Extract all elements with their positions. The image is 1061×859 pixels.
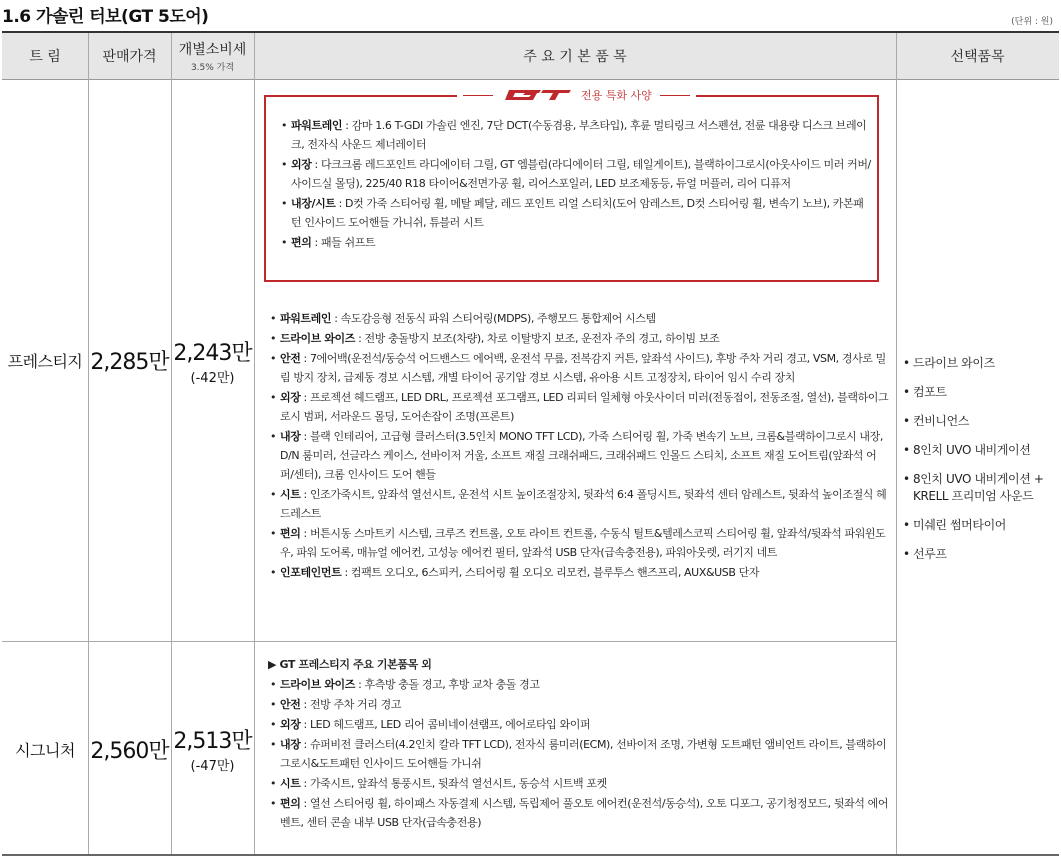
gt-header-line	[463, 95, 493, 96]
list-item: • 드라이브 와이즈 : 후측방 충돌 경고, 후방 교차 충돌 경고	[270, 678, 540, 691]
trim-name: 프레스티지	[7, 352, 83, 371]
signature-lead: ▶ GT 프레스티지 주요 기본품목 외	[268, 658, 432, 671]
list-item: • 내장 : 슈퍼비전 클러스터(4.2인치 칼라 TFT LCD), 전자식 룸미러(ECM), 선바이저 조명, 가변형 도트패턴 앰비언트 라이트, 블랙하이그로시&도트패턴 인사이드 도어핸들 가니쉬	[270, 738, 887, 770]
option-item: • 드라이브 와이즈	[903, 356, 995, 370]
tax-diff: (-42만)	[190, 370, 235, 386]
list-item: • 시트 : 인조가죽시트, 앞좌석 열선시트, 운전석 시트 높이조절장치, 뒷좌석 6:4 폴딩시트, 뒷좌석 센터 암레스트, 뒷좌석 높이조절식 헤드레스트	[270, 488, 887, 520]
list-item: • 편의 : 패들 쉬프트	[281, 236, 376, 249]
sale-price: 2,285만	[90, 350, 169, 375]
list-item: • 인포테인먼트 : 컴팩트 오디오, 6스피커, 스티어링 휠 오디오 리모컨, 블루투스 핸즈프리, AUX&USB 단자	[270, 566, 760, 579]
prestige-basic-items	[264, 309, 889, 583]
gt-special-items	[275, 116, 871, 253]
option-item: • 선루프	[903, 547, 947, 561]
col-divider	[254, 33, 255, 854]
option-item: • 8인치 UVO 내비게이션 + KRELL 프리미엄 사운드	[903, 472, 1044, 503]
list-item: • 파워트레인 : 속도감응형 전동식 파워 스티어링(MDPS), 주행모드 통합제어 시스템	[270, 312, 656, 325]
tax-price-cell	[171, 80, 254, 641]
header-trim: 트 림	[2, 33, 88, 80]
trim-name: 시그니처	[15, 740, 75, 760]
sale-price: 2,560만	[90, 738, 169, 764]
options-list	[903, 355, 1053, 575]
gt-special-label: 전용 특화 사양	[581, 89, 652, 102]
list-item: • 내장 : 블랙 인테리어, 고급형 클러스터(3.5인치 MONO TFT LCD), 가죽 스티어링 휠, 가죽 변속기 노브, 크롬&블랙하이그로시 내장, D/N 룸미러, 선글라스 케이스, 선바이저 거울, 소프트 재질 크래쉬패드, 크래쉬패드 인몰드 스티치, 소프트 재질 도어트림(앞좌석 어퍼/센터), 크롬 인사이드 도어 핸들	[270, 430, 883, 481]
unit-note: (단위 : 원)	[1011, 17, 1053, 27]
list-item: • 편의 : 버튼시동 스마트키 시스템, 크루즈 컨트롤, 오토 라이트 컨트롤, 수동식 틸트&텔레스코픽 스티어링 휠, 앞좌석/뒷좌석 파워윈도우, 파워 도어록, 매뉴얼 에어컨, 고성능 에어컨 필터, 앞좌석 USB 단자(급속충전용), 파워아웃렛, 러기지 네트	[270, 527, 886, 559]
header-basic-items: 주 요 기 본 품 목	[254, 33, 896, 80]
option-item: • 8인치 UVO 내비게이션	[903, 443, 1031, 457]
gt-header-line	[660, 95, 690, 96]
header-tax: 개별소비세 3.5% 가격	[171, 33, 254, 80]
list-item: • 안전 : 전방 주차 거리 경고	[270, 698, 402, 711]
list-item: • 외장 : LED 헤드램프, LED 리어 콤비네이션램프, 에어로타입 와이퍼	[270, 718, 591, 731]
list-item: • 외장 : 프로젝션 헤드램프, LED DRL, 프로젝션 포그램프, LED 리피터 일체형 아웃사이더 미러(전동접이, 전동조절, 열선), 블랙하이그로시 범퍼, 서라운드 몰딩, 도어손잡이 조명(프론트)	[270, 391, 889, 423]
gt-logo	[501, 88, 573, 102]
gt-special-header	[457, 86, 696, 104]
tax-price-cell	[171, 642, 254, 856]
option-item: • 컨비니언스	[903, 414, 969, 428]
list-item: • 시트 : 가죽시트, 앞좌석 통풍시트, 뒷좌석 열선시트, 동승석 시트백 포켓	[270, 777, 607, 790]
list-item: • 내장/시트 : D컷 가죽 스티어링 휠, 메탈 페달, 레드 포인트 리얼 스티치(도어 암레스트, D컷 스티어링 휠, 변속기 노브), 카본패턴 인사이드 도어핸들 가니쉬, 튜블러 시트	[281, 197, 864, 229]
page-title: 1.6 가솔린 터보(GT 5도어)	[2, 7, 209, 27]
col-divider	[896, 33, 897, 854]
list-item: • 드라이브 와이즈 : 전방 충돌방지 보조(차량), 차로 이탈방지 보조, 운전자 주의 경고, 하이빔 보조	[270, 332, 720, 345]
list-item: • 안전 : 7에어백(운전석/동승석 어드밴스드 에어백, 운전석 무릎, 전복감지 커튼, 앞좌석 사이드), 후방 주차 거리 경고, VSM, 경사로 밀림 방지 장치, 급제동 경보 시스템, 개별 타이어 공기압 경보 시스템, 유아용 시트 고정장치, 타이어 임시 수리 장치	[270, 352, 886, 384]
list-item: • 편의 : 열선 스티어링 휠, 하이패스 자동결제 시스템, 독립제어 풀오토 에어컨(운전석/동승석), 오토 디포그, 공기청정모드, 뒷좌석 에어벤트, 센터 콘솔 내부 USB 단자(급속충전용)	[270, 797, 889, 829]
tax-price: 2,513만	[173, 729, 252, 754]
signature-basic-items	[264, 655, 889, 833]
tax-price: 2,243만	[173, 340, 252, 366]
header-price: 판매가격	[88, 33, 171, 80]
option-item: • 미쉐린 썸머타이어	[903, 518, 1006, 532]
list-item: • 외장 : 다크크롬 레드포인트 라디에이터 그릴, GT 엠블럼(라디에이터 그릴, 테일게이트), 블랙하이그로시(아웃사이드 미러 커버/사이드실 몰딩), 225/40 R18 타이어&전면가공 휠, 리어스포일러, LED 보조제동등, 듀얼 머플러, 리어 디퓨저	[281, 158, 871, 190]
list-item: • 파워트레인 : 감마 1.6 T-GDI 가솔린 엔진, 7단 DCT(수동겸용, 부츠타입), 후륜 멀티링크 서스펜션, 전륜 대용량 디스크 브레이크, 전자식 사운드 제너레이터	[281, 119, 867, 151]
tax-diff: (-47만)	[190, 759, 235, 774]
header-options: 선택품목	[896, 33, 1059, 80]
option-item: • 컴포트	[903, 385, 947, 399]
